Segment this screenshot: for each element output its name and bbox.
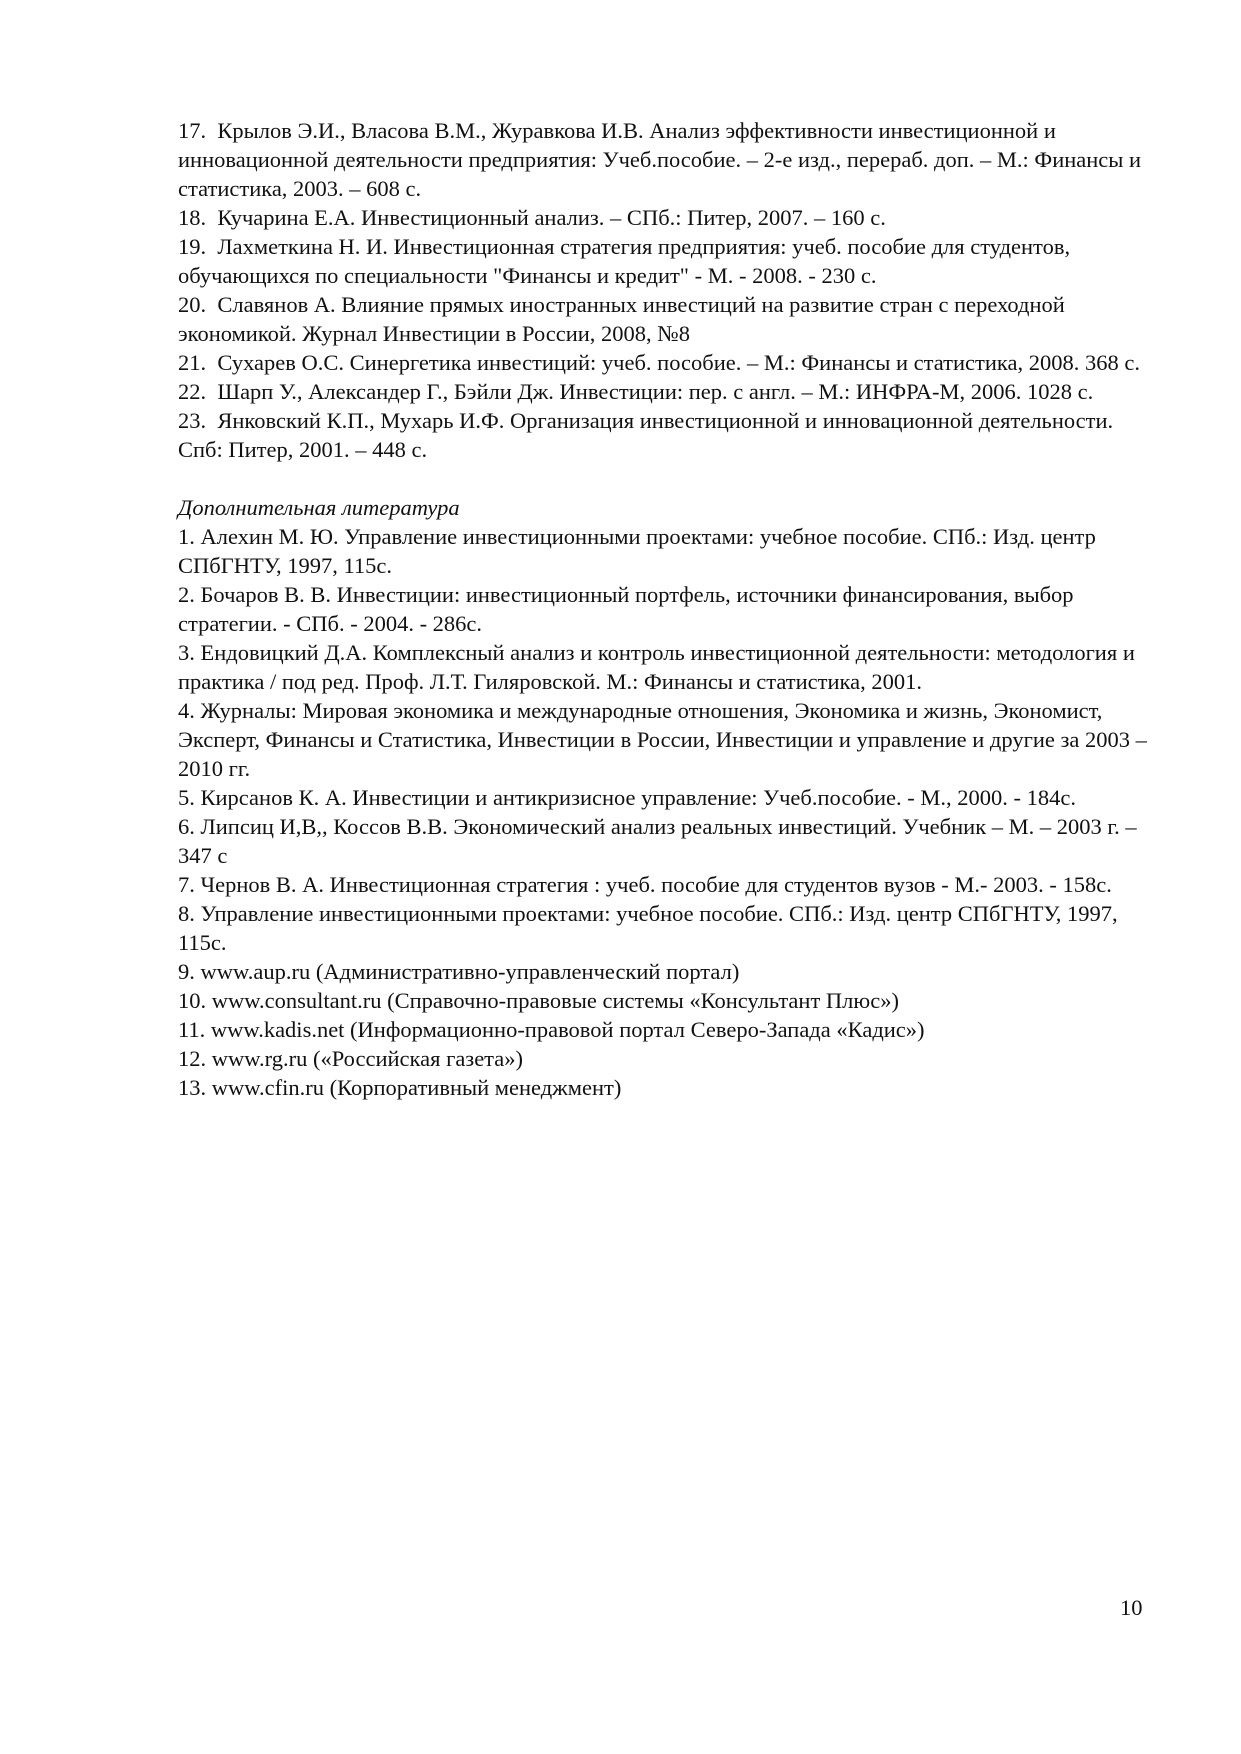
reference-text: Славянов А. Влияние прямых иностранных инвестиций на развитие стран с переходной экономикой. Журнал Инвестиции в России, 2008, №8 <box>178 292 1065 346</box>
reference-text: Кучарина Е.А. Инвестиционный анализ. – СПб.: Питер, 2007. – 160 с. <box>217 205 886 230</box>
reference-text: Шарп У., Александер Г., Бэйли Дж. Инвестиции: пер. с англ. – М.: ИНФРА-М, 2006. 1028 с. <box>217 379 1094 404</box>
additional-item-1: 1. Алехин М. Ю. Управление инвестиционными проектами: учебное пособие. СПб.: Изд. центр СПбГНТУ, 1997, 115с. <box>178 524 1096 578</box>
reference-number: 17. <box>178 118 207 143</box>
reference-text: Янковский К.П., Мухарь И.Ф. Организация инвестиционной и инновационной деятельности. Спб: Питер, 2001. – 448 с. <box>178 408 1114 462</box>
reference-number: 19. <box>178 234 207 259</box>
main-references-list <box>178 116 1158 464</box>
reference-number: 23. <box>178 408 207 433</box>
reference-text: Крылов Э.И., Власова В.М., Журавкова И.В. Анализ эффективности инвестиционной и инновационной деятельности предприятия: Учеб.пособие. – 2-е изд., перераб. доп. – М.: Финансы и статистика, 2003. – 608 с. <box>178 118 1142 201</box>
reference-item-19 <box>178 232 1158 290</box>
reference-number: 21. <box>178 350 207 375</box>
additional-item-8: 8. Управление инвестиционными проектами: учебное пособие. СПб.: Изд. центр СПбГНТУ, 1997, 115с. <box>178 901 1118 955</box>
page-number: 10 <box>1120 1595 1143 1620</box>
additional-item-9: 9. www.aup.ru (Административно-управленческий портал) <box>178 959 740 984</box>
section-title: Дополнительная литература <box>178 495 460 520</box>
additional-item-3: 3. Ендовицкий Д.А. Комплексный анализ и контроль инвестиционной деятельности: методология и практика / под ред. Проф. Л.Т. Гиляровской. М.: Финансы и статистика, 2001. <box>178 640 1135 694</box>
additional-item-12: 12. www.rg.ru («Российская газета») <box>178 1046 524 1071</box>
reference-number: 22. <box>178 379 207 404</box>
reference-item-23 <box>178 406 1158 464</box>
reference-number: 18. <box>178 205 207 230</box>
document-body <box>178 116 1158 1102</box>
reference-item-18 <box>178 203 1158 232</box>
additional-item-13: 13. www.cfin.ru (Корпоративный менеджмент) <box>178 1075 622 1100</box>
reference-item-21 <box>178 348 1158 377</box>
reference-item-22 <box>178 377 1158 406</box>
reference-text: Сухарев О.С. Синергетика инвестиций: учеб. пособие. – М.: Финансы и статистика, 2008. 368 с. <box>217 350 1140 375</box>
additional-item-5: 5. Кирсанов К. А. Инвестиции и антикризисное управление: Учеб.пособие. - М., 2000. - 184с. <box>178 785 1077 810</box>
section-gap <box>178 464 1158 493</box>
reference-number: 20. <box>178 292 207 317</box>
additional-item-2: 2. Бочаров В. В. Инвестиции: инвестиционный портфель, источники финансирования, выбор стратегии. - СПб. - 2004. - 286с. <box>178 582 1074 636</box>
additional-item-6: 6. Липсиц И,В,, Коссов В.В. Экономический анализ реальных инвестиций. Учебник – М. – 2003 г. – 347 с <box>178 814 1137 868</box>
reference-item-17 <box>178 116 1158 203</box>
additional-item-4: 4. Журналы: Мировая экономика и международные отношения, Экономика и жизнь, Экономист, Эксперт, Финансы и Статистика, Инвестиции в России, Инвестиции и управление и другие за 2003 – 2010 гг. <box>178 698 1147 781</box>
additional-item-11: 11. www.kadis.net (Информационно-правовой портал Северо-Запада «Кадис») <box>178 1017 925 1042</box>
reference-item-20 <box>178 290 1158 348</box>
additional-item-7: 7. Чернов В. А. Инвестиционная стратегия : учеб. пособие для студентов вузов - М.- 2003. - 158с. <box>178 872 1112 897</box>
additional-item-10: 10. www.consultant.ru (Справочно-правовые системы «Консультант Плюс») <box>178 988 899 1013</box>
additional-literature-section <box>178 493 1158 1102</box>
reference-text: Лахметкина Н. И. Инвестиционная стратегия предприятия: учеб. пособие для студентов, обучающихся по специальности "Финансы и кредит" - М. - 2008. - 230 с. <box>178 234 1071 288</box>
